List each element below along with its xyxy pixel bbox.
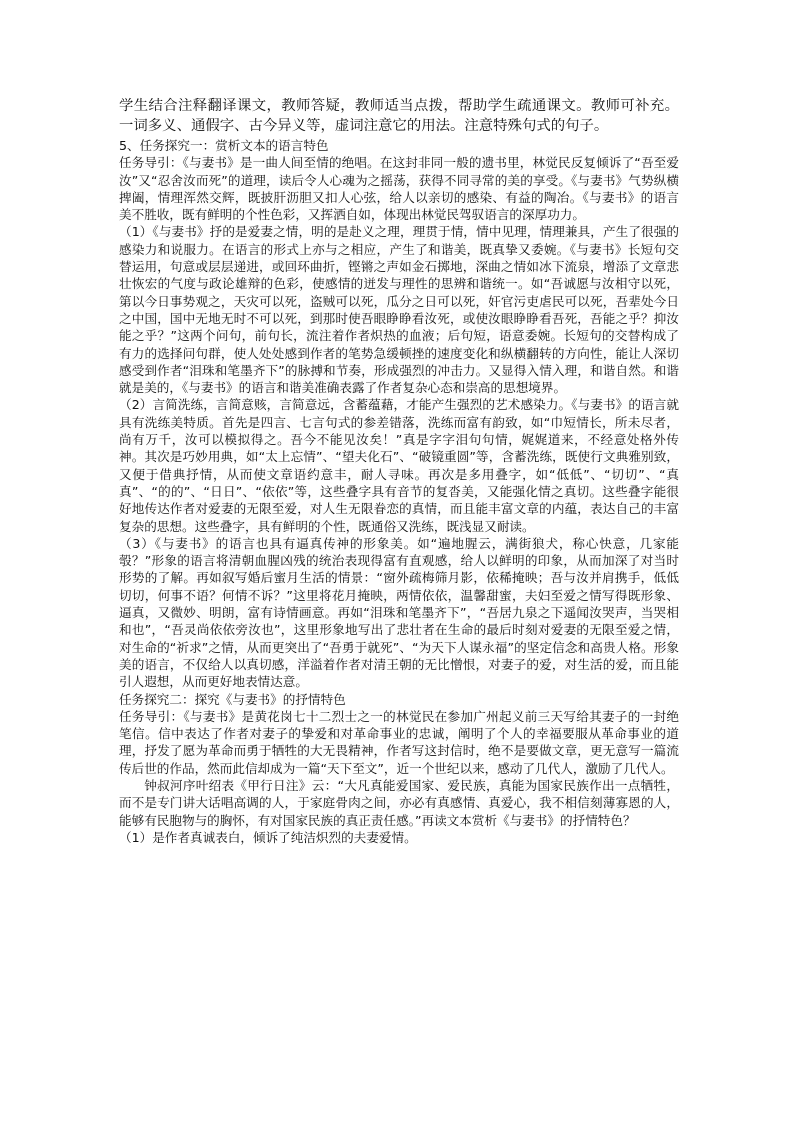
intro-paragraph: 学生结合注释翻译课文，教师答疑，教师适当点拨，帮助学生疏通课文。教师可补充。一词多义、通假字、古今异义等，虚词注意它的用法。注意特殊句式的句子。	[119, 98, 679, 134]
quote-paragraph: 钟叔河序叶绍表《甲行日注》云：“大凡真能爱国家、爱民族，真能为国家民族作出一点牺牲，而不是专门讲大话唱高调的人，于家庭骨肉之间，亦必有真感情、真爱心，我不相信刻薄寡恩的人，能够有民胞物与的胸怀，有对国家民族的真正责任感。”再读文本赏析《与妻书》的抒情特色？	[119, 777, 679, 828]
section-heading-task-two: 任务探究二：探究《与妻书》的抒情特色	[119, 691, 346, 707]
task-two-guide-paragraph: 任务导引：《与妻书》是黄花岗七十二烈士之一的林觉民在参加广州起义前三天写给其妻子的一封绝笔信。信中表达了作者对妻子的挚爱和对革命事业的忠诚，阐明了个人的幸福要服从革命事业的道理，抒发了愿为革命而勇于牺牲的大无畏精神，作者写这封信时，绝不是要做文章，更无意写一篇流传后世的作品，然而此信却成为一篇“天下至文”，近一个世纪以来，感动了几代人，激励了几代人。	[119, 708, 679, 776]
point-one-paragraph: （1）《与妻书》抒的是爱妻之情，明的是赴义之理，理贯于情，情中见理，情理兼具，产生了很强的感染力和说服力。在语言的形式上亦与之相应，产生了和谐美，既真挚又委婉。《与妻书》长短句交替运用，句意或层层递进，或回环曲折，铿锵之声如金石掷地，深曲之情如冰下流泉，增添了文章悲壮恢宏的气度与政论雄辩的色彩，使感情的迸发与理性的思辨和谐统一。如“吾诚愿与汝相守以死，第以今日事势观之，天灾可以死，盗贼可以死，瓜分之日可以死，奸官污吏虐民可以死，吾辈处今日之中国，国中无地无时不可以死，到那时使吾眼睁睁看汝死，或使汝眼睁睁看吾死，吾能之乎？抑汝能之乎？”这两个问句，前句长，流注着作者炽热的血液；后句短，语意委婉。长短句的交替构成了有力的选择问句群，使人处处感到作者的笔势急缓顿挫的速度变化和纵横翻转的方向性，能让人深切感受到作者“泪珠和笔墨齐下”的脉搏和节奏，形成强烈的冲击力。又显得入情入理，和谐自然。和谐就是美的，《与妻书》的语言和谐美准确表露了作者复杂心态和崇高的思想境界。	[119, 224, 679, 396]
section-heading-task-one: 5、任务探究一：赏析文本的语言特色	[119, 138, 329, 153]
document-page	[119, 96, 679, 846]
task-one-guide-paragraph: 任务导引：《与妻书》是一曲人间至情的绝唱。在这封非同一般的遗书里，林觉民反复倾诉了“吾至爱汝”又“忍舍汝而死”的道理，读后令人心魂为之摇荡，获得不同寻常的美的享受。《与妻书》气势纵横捭阖，情理浑然交辉，既披肝沥胆又扣人心弦，给人以亲切的感染、有益的陶冶。《与妻书》的语言美不胜收，既有鲜明的个性色彩，又挥洒自如，体现出林觉民驾驭语言的深厚功力。	[119, 155, 679, 223]
point-three-paragraph: （3）《与妻书》的语言也具有逼真传神的形象美。如“遍地腥云，满街狼犬，称心快意，几家能彀？”形象的语言将清朝血腥凶残的统治表现得富有直观感，给人以鲜明的印象，从而加深了对当时形势的了解。再如叙写婚后蜜月生活的情景：“窗外疏梅筛月影，依稀掩映；吾与汝并肩携手，低低切切，何事不语？何情不诉？”这里将花月掩映，两情依依，温馨甜蜜，夫妇至爱之情写得既形象、逼真，又微妙、明朗，富有诗情画意。再如“泪珠和笔墨齐下”，“吾居九泉之下遥闻汝哭声，当哭相和也”，“吾灵尚依依旁汝也”，这里形象地写出了悲壮者在生命的最后时刻对爱妻的无限至爱之情，对生命的“祈求”之情，从而更突出了“吾勇于就死”、“为天下人谋永福”的坚定信念和高贵人格。形象美的语言，不仅给人以真切感，洋溢着作者对清王朝的无比憎恨，对妻子的爱，对生活的爱，而且能引人遐想，从而更好地表情达意。	[119, 535, 679, 690]
point-two-paragraph: （2）言简洗练，言简意赅，言简意远，含蓄蕴藉，才能产生强烈的艺术感染力。《与妻书》的语言就具有洗练美特质。首先是四言、七言句式的参差错落，洗练而富有韵致，如“巾短情长，所未尽者，尚有万千，汝可以模拟得之。吾今不能见汝矣！”真是字字泪句句情，娓娓道来，不经意处格外传神。其次是巧妙用典，如“太上忘情”、“望夫化石”、“破镜重圆”等，含蓄洗练，既使行文典雅别致，又便于借典抒情，从而使文章语约意丰，耐人寻味。再次是多用叠字，如“低低”、“切切”、“真真”、“的的”、“日日”、“依依”等，这些叠字具有音节的复沓美，又能强化情之真切。这些叠字能很好地传达作者对爱妻的无限至爱，对人生无限眷恋的真情，而且能丰富文章的内蕴，表达自己的丰富复杂的思想。这些叠字，具有鲜明的个性，既通俗又洗练，既浅显又耐读。	[119, 397, 679, 534]
answer-point-one: （1）是作者真诚表白，倾诉了纯洁炽烈的夫妻爱情。	[119, 829, 417, 845]
